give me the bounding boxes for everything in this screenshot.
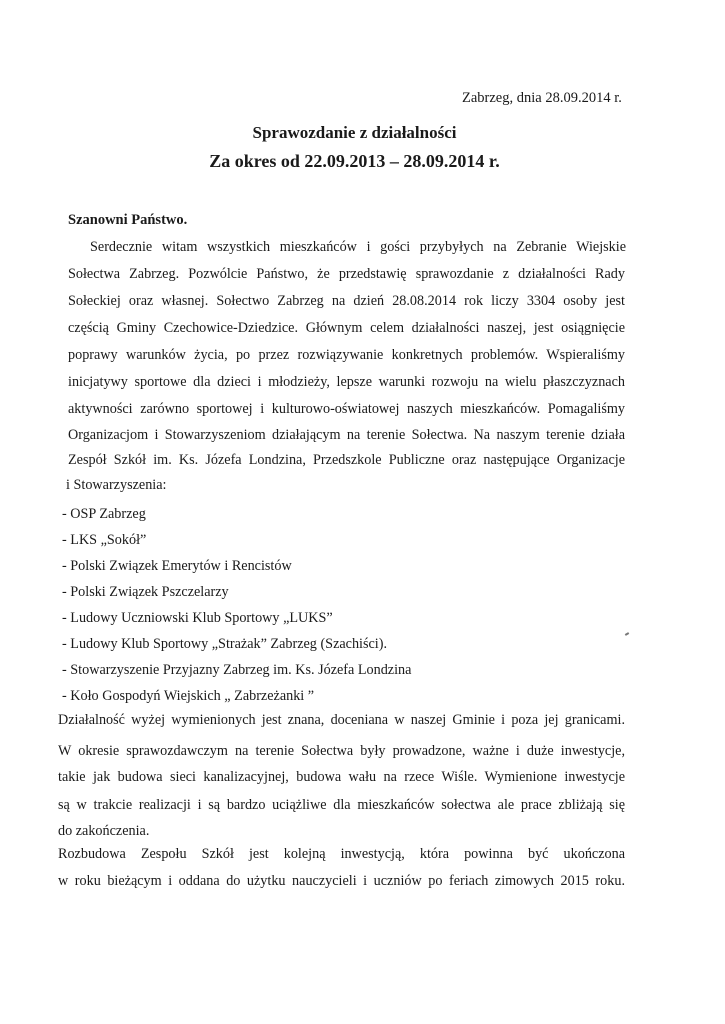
investments-line: są w trakcie realizacji i są bardzo uciążliwe dla mieszkańców sołectwa ale prace zbliżają się	[58, 797, 625, 813]
investments-line: takie jak budowa sieci kanalizacyjnej, budowa wału na rzece Wiśle. Wymienione inwestycje	[58, 769, 625, 785]
document-title: Sprawozdanie z działalności	[252, 123, 457, 142]
greeting: Szanowni Państwo.	[68, 212, 188, 228]
summary-line: Działalność wyżej wymienionych jest znana, doceniana w naszej Gminie i poza jej granicami.	[58, 712, 625, 728]
intro-line: częścią Gminy Czechowice-Dziedzice. Głównym celem działalności naszej, jest osiągnięcie	[68, 320, 625, 336]
organization-item: - Polski Związek Emerytów i Rencistów	[62, 558, 292, 574]
organization-item: - OSP Zabrzeg	[62, 506, 146, 522]
school-line: Rozbudowa Zespołu Szkół jest kolejną inwestycją, która powinna być ukończona	[58, 846, 625, 862]
organization-item: - LKS „Sokół”	[62, 532, 147, 548]
date-line: Zabrzeg, dnia 28.09.2014 r.	[462, 90, 622, 106]
intro-line: aktywności zarówno sportowej i kulturowo-oświatowej naszych mieszkańców. Pomagaliśmy	[68, 401, 625, 417]
intro-line: inicjatywy sportowe dla dzieci i młodzieży, lepsze warunki rozwoju na wielu płaszczyznach	[68, 374, 625, 390]
intro-line: Zespół Szkół im. Ks. Józefa Londzina, Przedszkole Publiczne oraz następujące Organizacje	[68, 452, 625, 468]
intro-line: Sołectwa Zabrzeg. Pozwólcie Państwo, że przedstawię sprawozdanie z działalności Rady	[68, 266, 625, 282]
organization-item: - Polski Związek Pszczelarzy	[62, 584, 229, 600]
intro-line: i Stowarzyszenia:	[66, 477, 167, 493]
intro-line: poprawy warunków życia, po przez rozwiązywanie konkretnych problemów. Wspieraliśmy	[68, 347, 625, 363]
document-period: Za okres od 22.09.2013 – 28.09.2014 r.	[209, 151, 500, 171]
intro-line: Sołeckiej oraz własnej. Sołectwo Zabrzeg na dzień 28.08.2014 rok liczy 3304 osoby jest	[68, 293, 625, 309]
investments-line: W okresie sprawozdawczym na terenie Sołectwa były prowadzone, ważne i duże inwestycje,	[58, 743, 625, 759]
school-line: w roku bieżącym i oddana do użytku nauczycieli i uczniów po feriach zimowych 2015 roku.	[58, 873, 625, 889]
scan-speck	[625, 632, 629, 636]
investments-line: do zakończenia.	[58, 823, 150, 839]
organization-item: - Ludowy Klub Sportowy „Strażak” Zabrzeg (Szachiści).	[62, 636, 388, 652]
organization-item: - Koło Gospodyń Wiejskich „ Zabrzeżanki ”	[62, 688, 315, 704]
organization-item: - Stowarzyszenie Przyjazny Zabrzeg im. Ks. Józefa Londzina	[62, 662, 412, 678]
intro-line: Organizacjom i Stowarzyszeniom działającym na terenie Sołectwa. Na naszym terenie działa	[68, 427, 625, 443]
intro-line: Serdecznie witam wszystkich mieszkańców i gości przybyłych na Zebranie Wiejskie	[90, 239, 626, 255]
organization-item: - Ludowy Uczniowski Klub Sportowy „LUKS”	[62, 610, 333, 626]
